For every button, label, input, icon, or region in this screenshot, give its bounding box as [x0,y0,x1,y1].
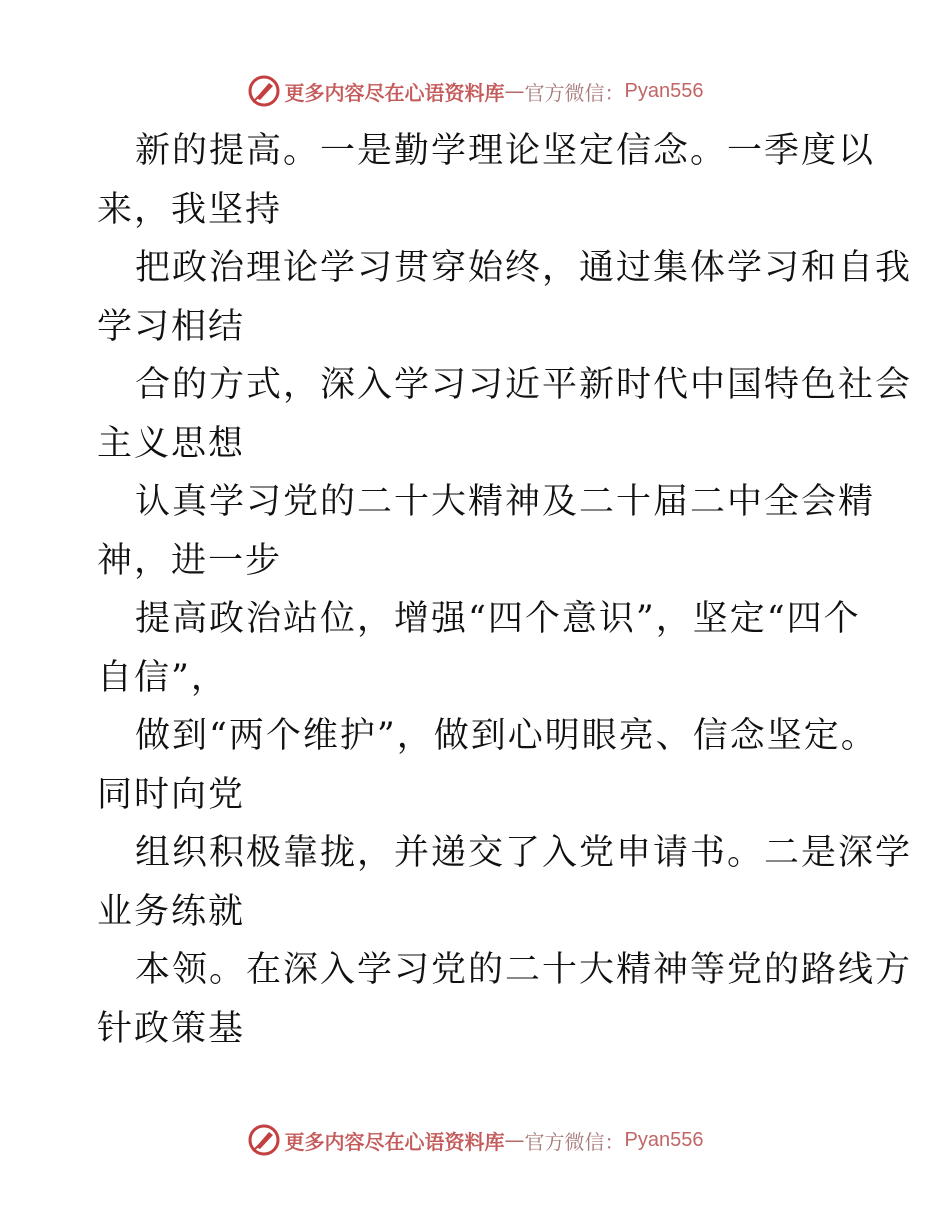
body-line: 组织积极靠拢，并递交了入党申请书。二是深学 [135,833,913,873]
banner-site-name: 更多内容尽在心语资料库 [284,80,505,105]
body-line: 业务练就 [97,891,246,932]
banner-wechat-label: 官方微信： [524,80,625,105]
banner-wechat-label: 官方微信： [524,1129,625,1154]
footer-watermark-banner [0,1120,950,1160]
banner-separator: — [504,79,525,103]
body-line: 把政治理论学习贯穿始终，通过集体学习和自我 [135,248,913,288]
banner-wechat-id: Pyan556 [624,79,704,102]
body-line: 认真学习党的二十大精神及二十届二中全会精 [135,482,876,522]
quill-logo-icon [247,1123,281,1157]
body-line: 自信”， [97,657,228,698]
banner-site-name: 更多内容尽在心语资料库 [284,1129,505,1154]
banner-separator: — [504,1128,525,1152]
body-line: 神，进一步 [97,540,283,581]
banner-wechat-id: Pyan556 [624,1128,704,1151]
quill-logo-icon [247,74,281,108]
body-line: 主义思想 [97,423,246,464]
body-line: 新的提高。一是勤学理论坚定信念。一季度以 [135,131,876,171]
body-line: 学习相结 [97,306,246,347]
header-watermark-banner [0,71,950,111]
body-line: 来，我坚持 [97,189,283,230]
body-line: 合的方式，深入学习习近平新时代中国特色社会 [135,365,913,405]
body-line: 本领。在深入学习党的二十大精神等党的路线方 [135,950,913,990]
body-line: 针政策基 [97,1008,246,1049]
body-line: 同时向党 [97,774,246,815]
body-line: 提高政治站位，增强“四个意识”，坚定“四个 [135,599,861,639]
body-line: 做到“两个维护”，做到心明眼亮、信念坚定。 [135,716,878,756]
document-body [97,122,913,1058]
